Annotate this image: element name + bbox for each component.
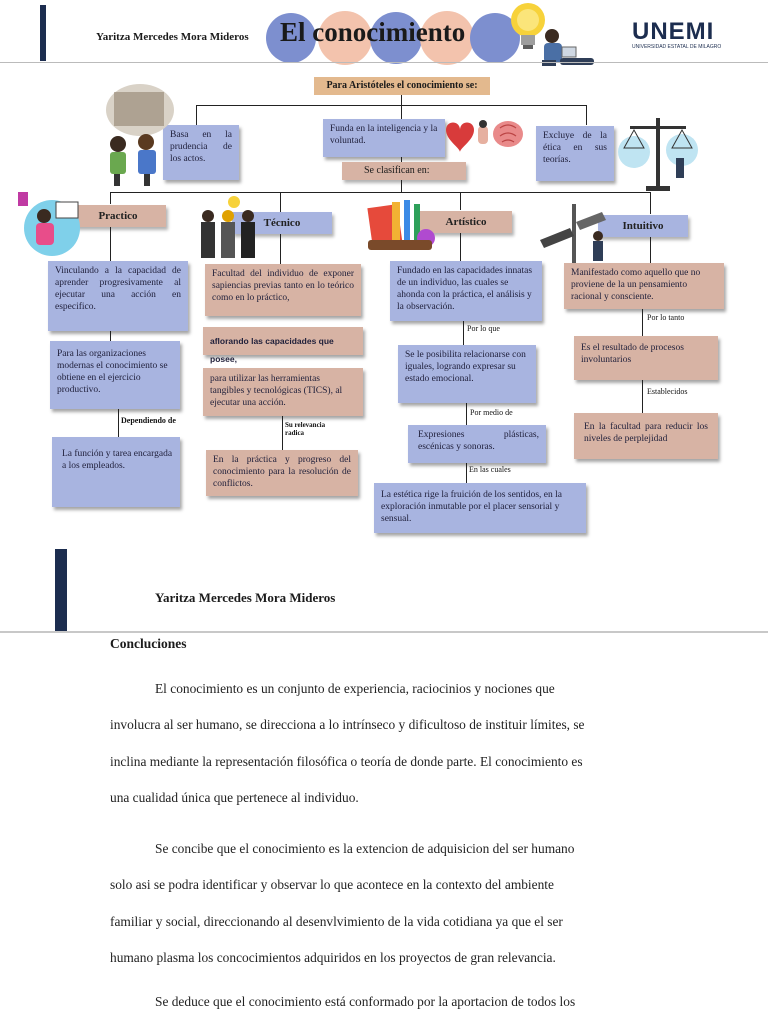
artistico-box-3: Expresiones plásticas, escénicas y sonoras. (408, 425, 546, 463)
top-branch-line (196, 105, 586, 106)
tecnico-stem-2 (282, 416, 283, 450)
people-icon (100, 82, 176, 190)
artistico-box-2: Se le posibilita relacionarse con iguales, logrando expresar su estado emocional. (398, 345, 536, 403)
unemi-logo-text: UNEMI (632, 18, 715, 45)
conclusion-paragraph-2 (110, 831, 658, 976)
tecnico-box-3: para utilizar las herramientas tangibles y tecnológicas (TICS), al ejecutar una acción. (203, 368, 363, 416)
student-icon (534, 26, 600, 78)
paragraph-2-line-1: Se concibe que el conocimiento es la extencion de adquisicion del ser humano (155, 841, 575, 856)
page2-divider (0, 631, 768, 633)
paragraph-2-line-3: familiar y social, direccionando al desenvlvimiento de la vida cotidiana ya que el ser (110, 913, 563, 929)
branch-center-stem (401, 105, 402, 119)
cat-stem-artistico (460, 192, 461, 210)
conclusion-paragraph-3 (110, 984, 658, 1020)
header-author: Yaritza Mercedes Mora Mideros (96, 31, 249, 43)
tecnico-connector: Su relevancia radica (285, 421, 326, 438)
category-artistico: Artístico (420, 211, 512, 233)
practico-stem-1 (110, 227, 111, 261)
paragraph-1-line-2: involucra al ser humano, se direcciona a lo intrínseco y dificultoso de instituir límites, se (110, 717, 585, 733)
page-top-bar (40, 5, 46, 61)
paragraph-1-line-3: inclina mediante la representación filosófica o teoría de donde parte. El conocimiento es (110, 753, 583, 769)
conclusions-heading: Concluciones (110, 636, 187, 651)
classify-node: Se clasifican en: (342, 162, 466, 180)
header-divider (0, 62, 768, 63)
root-stem (401, 95, 402, 105)
paragraph-3-line-1: Se deduce que el conocimiento está conformado por la aportacion de todos los (155, 994, 576, 1009)
practico-stem-2 (110, 331, 111, 341)
root-node: Para Aristóteles el conocimiento se: (314, 77, 490, 95)
category-tecnico: Técnico (232, 212, 332, 234)
artistico-connector-1: Por lo que (467, 324, 500, 333)
paragraph-2-line-2: solo asi se podra identificar y observar lo que acontece en la contexto del ambiente (110, 877, 554, 893)
classify-stem (401, 180, 402, 192)
artistico-stem-2 (463, 321, 464, 345)
tecnico-box-4: En la práctica y progreso del conocimiento para la resolución de conflictos. (206, 450, 358, 496)
tecnico-stem-1 (280, 234, 281, 264)
branch-right-stem (586, 105, 587, 125)
artistico-stem-1 (460, 233, 461, 261)
workers-icon (194, 194, 264, 264)
intuitivo-box-3: En la facultad para reducir los niveles de perplejidad (574, 413, 718, 459)
conclusion-paragraph-1 (110, 671, 658, 816)
unemi-logo (632, 20, 742, 50)
tecnico-box-1: Facultad del individuo de exponer sapiencias previas tanto en lo teórico como en lo práctico, (205, 264, 361, 316)
artistico-stem-3 (466, 403, 467, 425)
artistico-stem-4 (466, 463, 467, 483)
student-reading-icon (14, 182, 90, 260)
paragraph-1-line-1: El conocimiento es un conjunto de experiencia, raciocinios y nociones que (155, 681, 555, 696)
category-branch-line (110, 192, 650, 193)
intuitivo-stem-1 (650, 237, 651, 263)
artistico-connector-3: En las cuales (469, 465, 511, 474)
intuitivo-stem-3 (642, 380, 643, 413)
artistico-connector-2: Por medio de (470, 408, 513, 417)
top-box-inteligencia: Funda en la inteligencia y la voluntad. (323, 119, 445, 157)
intuitivo-connector-2: Establecidos (647, 387, 688, 396)
unemi-logo-subtitle: UNIVERSIDAD ESTATAL DE MILAGRO (632, 44, 722, 50)
cat-stem-tecnico (280, 192, 281, 212)
intuitivo-box-2: Es el resultado de procesos involuntarios (574, 336, 718, 380)
category-practico: Practico (70, 205, 166, 227)
paragraph-2-line-4: humano plasma los concocimientos adquiridos en los proyectos de gran relevancia. (110, 949, 556, 965)
artistico-box-4: La estética rige la fruición de los sentidos, en la exploración inmutable por el placer sensorial y sensual. (374, 483, 586, 533)
intuitivo-stem-2 (642, 309, 643, 336)
paragraph-1-line-4: una cualidad única que pertenece al individuo. (110, 789, 359, 805)
page2-author: Yaritza Mercedes Mora Mideros (155, 590, 336, 605)
practico-box-1: Vinculando a la capacidad de aprender progresivamente al ejecutar una acción en especifico. (48, 261, 188, 331)
intuitivo-connector-1: Por lo tanto (647, 313, 685, 322)
top-box-prudencia: Basa en la prudencia de los actos. (163, 125, 239, 180)
artistico-box-1: Fundado en las capacidades innatas de un individuo, las cuales se ahonda con la práctica, el análisis y la observación. (390, 261, 542, 321)
cat-stem-intuitivo (650, 192, 651, 214)
cat-stem-practico (110, 192, 111, 204)
art-supplies-icon (366, 196, 438, 254)
practico-box-2: Para las organizaciones modernas el conocimiento se obtiene en el ejercicio productivo. (50, 341, 180, 409)
branch-left-stem (196, 105, 197, 125)
category-intuitivo: Intuitivo (598, 215, 688, 237)
brain-heart-icon (442, 116, 526, 156)
intuitivo-box-1: Manifestado como aquello que no proviene de la un pensamiento racional y consciente. (564, 263, 724, 309)
balance-scale-icon (616, 104, 700, 194)
page2-side-bar (55, 549, 67, 631)
tecnico-box-2: aflorando las capacidades que posee, (203, 327, 363, 355)
signpost-icon (536, 200, 614, 266)
map-title: El conocimiento (280, 17, 466, 47)
top-box-etica: Excluye de la ética en sus teorías. (536, 126, 614, 181)
practico-box-3: La función y tarea encargada a los empleados. (52, 437, 180, 507)
practico-connector: Dependiendo de (121, 416, 176, 425)
practico-stem-3 (118, 409, 119, 437)
